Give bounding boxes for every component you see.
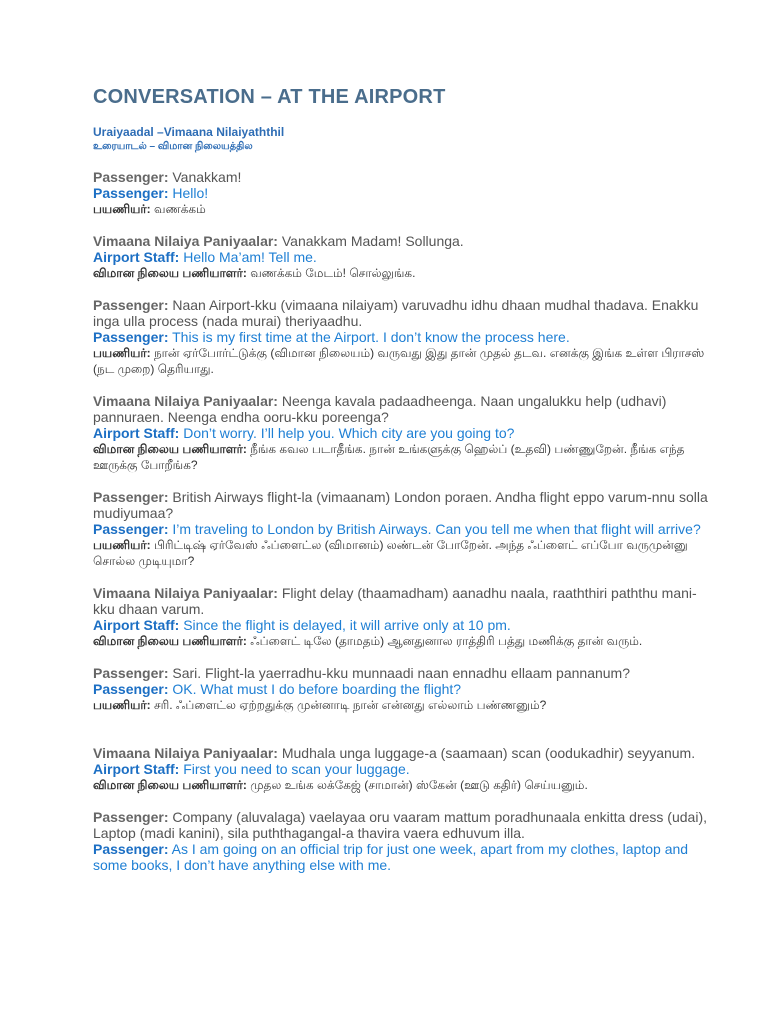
dialogue-text: Vanakkam Madam! Sollunga.	[277, 233, 464, 249]
roman-line	[93, 489, 708, 521]
speaker-label: Passenger:	[93, 841, 169, 857]
dialogue-text: வணக்கம் மேடம்! சொல்லுங்க.	[246, 266, 416, 280]
speaker-label: பயணியர்:	[93, 698, 151, 712]
dialogue-text: Company (aluvalaga) vaelayaa oru vaaram mattum poradhunaala enkitta dress (udai), Laptop (madi kanini), sila puththagangal-a thavira vaera edhuvum illa.	[93, 809, 707, 841]
dialogue-block	[93, 665, 708, 713]
roman-line	[93, 169, 708, 185]
subtitle-roman: Uraiyaadal –Vimaana Nilaiyaththil	[93, 125, 285, 139]
dialogue-text: Don’t worry. I’ll help you. Which city are you going to?	[179, 425, 515, 441]
speaker-label: பயணியர்:	[93, 346, 151, 360]
dialogue-block	[93, 169, 708, 217]
dialogue-text: Hello Ma’am! Tell me.	[179, 249, 317, 265]
speaker-label: Passenger:	[93, 297, 169, 313]
dialogue-text: ஃப்ளைட் டிலே (தாமதம்) ஆனதுனால ராத்திரி பத்து மணிக்கு தான் வரும்.	[246, 634, 643, 648]
dialogue-text: Neenga kavala padaadheenga. Naan ungalukku help (udhavi) pannuraen. Neenga endha ooru-kku poreenga?	[93, 393, 667, 425]
english-line	[93, 185, 708, 201]
roman-line	[93, 297, 708, 329]
speaker-label: Vimaana Nilaiya Paniyaalar:	[93, 585, 278, 601]
tamil-line	[93, 201, 708, 217]
dialogue-text: நீங்க கவல படாதீங்க. நான் உங்களுக்கு ஹெல்ப் (உதவி) பண்ணுறேன். நீங்க எந்த ஊருக்கு போறீங்க?	[93, 442, 685, 472]
dialogue-block	[93, 489, 708, 569]
dialogue-text: OK. What must I do before boarding the flight?	[168, 681, 462, 697]
dialogue-text: British Airways flight-la (vimaanam) London poraen. Andha flight eppo varum-nnu solla mudiyumaa?	[93, 489, 708, 521]
speaker-label: Passenger:	[93, 169, 169, 185]
dialogue-text: Mudhala unga luggage-a (saamaan) scan (oodukadhir) seyyanum.	[277, 745, 696, 761]
tamil-line	[93, 265, 708, 281]
speaker-label: Vimaana Nilaiya Paniyaalar:	[93, 393, 278, 409]
dialogue-text: பிரிட்டிஷ் ஏர்வேஸ் ஃப்ளைட்ல (விமானம்) லண்டன் போறேன். அந்த ஃப்ளைட் எப்போ வருமுன்னு சொல்ல முடியுமா?	[93, 538, 688, 568]
dialogue-block	[93, 809, 708, 873]
dialogue-text: நான் ஏர்போர்ட்டுக்கு (விமான நிலையம்) வருவது இது தான் முதல் தடவ. எனக்கு இங்க உள்ள பிராசஸ் (நட முறை) தெரியாது.	[93, 346, 705, 376]
english-line	[93, 761, 708, 777]
speaker-label: Passenger:	[93, 809, 169, 825]
speaker-label: Airport Staff:	[93, 249, 180, 265]
tamil-line	[93, 777, 708, 793]
roman-line	[93, 745, 708, 761]
dialogue-text: Since the flight is delayed, it will arrive only at 10 pm.	[179, 617, 511, 633]
tamil-line	[93, 537, 708, 569]
speaker-label: Passenger:	[93, 665, 169, 681]
dialogue-block	[93, 745, 708, 793]
dialogue-text: This is my first time at the Airport. I don’t know the process here.	[168, 329, 570, 345]
speaker-label: விமான நிலைய பணியாளர்:	[93, 442, 247, 456]
speaker-label: Vimaana Nilaiya Paniyaalar:	[93, 745, 278, 761]
dialogue-text: Flight delay (thaamadham) aanadhu naala, raaththiri paththu mani-kku dhaan varum.	[93, 585, 697, 617]
speaker-label: Passenger:	[93, 521, 169, 537]
english-line	[93, 617, 708, 633]
english-line	[93, 841, 708, 873]
speaker-label: Passenger:	[93, 185, 169, 201]
english-line	[93, 681, 708, 697]
dialogue-text: வணக்கம்	[150, 202, 206, 216]
dialogue-text: Naan Airport-kku (vimaana nilaiyam) varuvadhu idhu dhaan mudhal thadava. Enakku inga ulla process (nada murai) theriyaadhu.	[93, 297, 699, 329]
dialogue-block	[93, 393, 708, 473]
dialogue-text: Vanakkam!	[168, 169, 242, 185]
speaker-label: விமான நிலைய பணியாளர்:	[93, 266, 247, 280]
tamil-line	[93, 633, 708, 649]
speaker-label: Vimaana Nilaiya Paniyaalar:	[93, 233, 278, 249]
dialogue-text: As I am going on an official trip for just one week, apart from my clothes, laptop and some books, I don’t have anything else with me.	[93, 841, 689, 873]
dialogue-text: சரி. ஃப்ளைட்ல ஏற்றதுக்கு முன்னாடி நான் என்னது எல்லாம் பண்ணனும்?	[150, 698, 547, 712]
speaker-label: பயணியர்:	[93, 202, 151, 216]
dialogue-block	[93, 233, 708, 281]
speaker-label: Passenger:	[93, 329, 169, 345]
dialogue-text: First you need to scan your luggage.	[179, 761, 410, 777]
tamil-line	[93, 697, 708, 713]
speaker-label: Airport Staff:	[93, 425, 180, 441]
speaker-label: Airport Staff:	[93, 617, 180, 633]
speaker-label: விமான நிலைய பணியாளர்:	[93, 778, 247, 792]
speaker-label: Airport Staff:	[93, 761, 180, 777]
roman-line	[93, 809, 708, 841]
dialogue-text: I’m traveling to London by British Airways. Can you tell me when that flight will arrive?	[168, 521, 701, 537]
dialogue-text: முதல உங்க லக்கேஜ் (சாமான்) ஸ்கேன் (ஊடு கதிர்) செய்யனும்.	[246, 778, 588, 792]
dialogue-block	[93, 297, 708, 377]
english-line	[93, 521, 708, 537]
dialogue-text: Sari. Flight-la yaerradhu-kku munnaadi naan ennadhu ellaam pannanum?	[168, 665, 630, 681]
speaker-label: Passenger:	[93, 681, 169, 697]
english-line	[93, 329, 708, 345]
english-line	[93, 249, 708, 265]
speaker-label: Passenger:	[93, 489, 169, 505]
tamil-line	[93, 441, 708, 473]
roman-line	[93, 233, 708, 249]
speaker-label: விமான நிலைய பணியாளர்:	[93, 634, 247, 648]
roman-line	[93, 393, 708, 425]
english-line	[93, 425, 708, 441]
dialogue-text: Hello!	[168, 185, 209, 201]
subtitle-tamil: உரையாடல் – விமான நிலையத்தில	[93, 141, 253, 152]
tamil-line	[93, 345, 708, 377]
speaker-label: பயணியர்:	[93, 538, 151, 552]
page-title: CONVERSATION – AT THE AIRPORT	[93, 86, 446, 108]
dialogue-block	[93, 585, 708, 649]
roman-line	[93, 585, 708, 617]
roman-line	[93, 665, 708, 681]
